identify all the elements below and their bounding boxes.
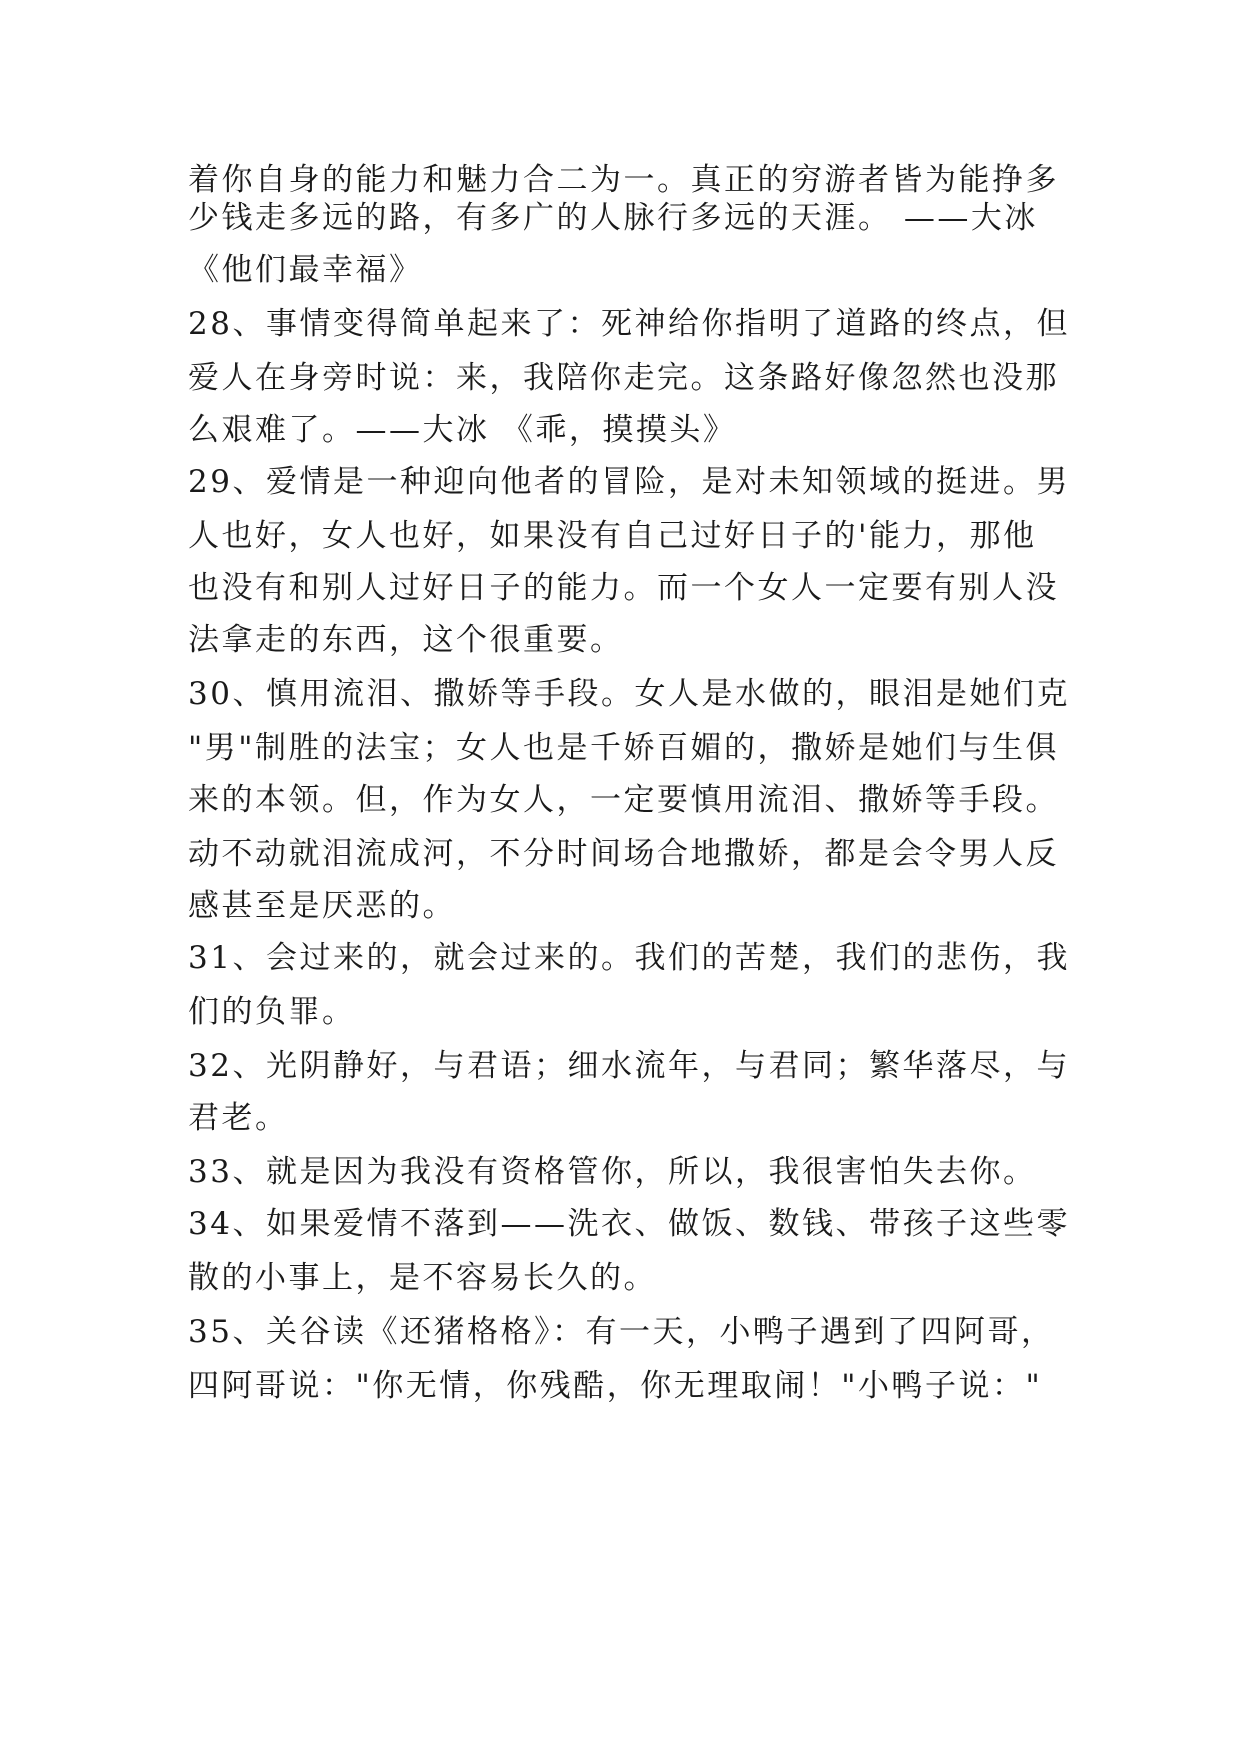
text-line: 么艰难了。——大冰 《乖，摸摸头》	[188, 412, 737, 448]
text-line: 32、光阴静好，与君语；细水流年，与君同；繁华落尽，与	[188, 1048, 1070, 1084]
text-line: 人也好，女人也好，如果没有自己过好日子的'能力，那他	[188, 518, 1037, 554]
text-line: 35、关谷读《还猪格格》：有一天，小鸭子遇到了四阿哥，	[188, 1314, 1055, 1350]
text-line: 着你自身的能力和魅力合二为一。真正的穷游者皆为能挣多	[188, 162, 1059, 198]
text-line: 29、爱情是一种迎向他者的冒险，是对未知领域的挺进。男	[188, 464, 1070, 500]
text-line: 30、慎用流泪、撒娇等手段。女人是水做的，眼泪是她们克	[188, 676, 1070, 712]
text-line: 四阿哥说："你无情，你残酷，你无理取闹！"小鸭子说："	[188, 1368, 1043, 1404]
text-line: "男"制胜的法宝；女人也是千娇百媚的，撒娇是她们与生俱	[188, 730, 1060, 766]
text-line: 散的小事上，是不容易长久的。	[188, 1260, 657, 1296]
text-line: 31、会过来的，就会过来的。我们的苦楚，我们的悲伤，我	[188, 940, 1070, 976]
text-line: 动不动就泪流成河，不分时间场合地撒娇，都是会令男人反	[188, 836, 1059, 872]
text-line: 君老。	[188, 1100, 289, 1136]
text-line: 感甚至是厌恶的。	[188, 888, 456, 924]
text-line: 28、事情变得简单起来了：死神给你指明了道路的终点，但	[188, 306, 1070, 342]
text-line: 34、如果爱情不落到——洗衣、做饭、数钱、带孩子这些零	[188, 1206, 1070, 1242]
text-line: 少钱走多远的路，有多广的人脉行多远的天涯。 ——大冰	[188, 200, 1038, 236]
text-line: 《他们最幸福》	[188, 252, 423, 288]
text-line: 们的负罪。	[188, 994, 356, 1030]
text-line: 爱人在身旁时说：来，我陪你走完。这条路好像忽然也没那	[188, 360, 1059, 396]
text-line: 33、就是因为我没有资格管你，所以，我很害怕失去你。	[188, 1154, 1037, 1190]
text-line: 也没有和别人过好日子的能力。而一个女人一定要有别人没	[188, 570, 1059, 606]
text-line: 法拿走的东西，这个很重要。	[188, 622, 624, 658]
text-line: 来的本领。但，作为女人，一定要慎用流泪、撒娇等手段。	[188, 782, 1059, 818]
